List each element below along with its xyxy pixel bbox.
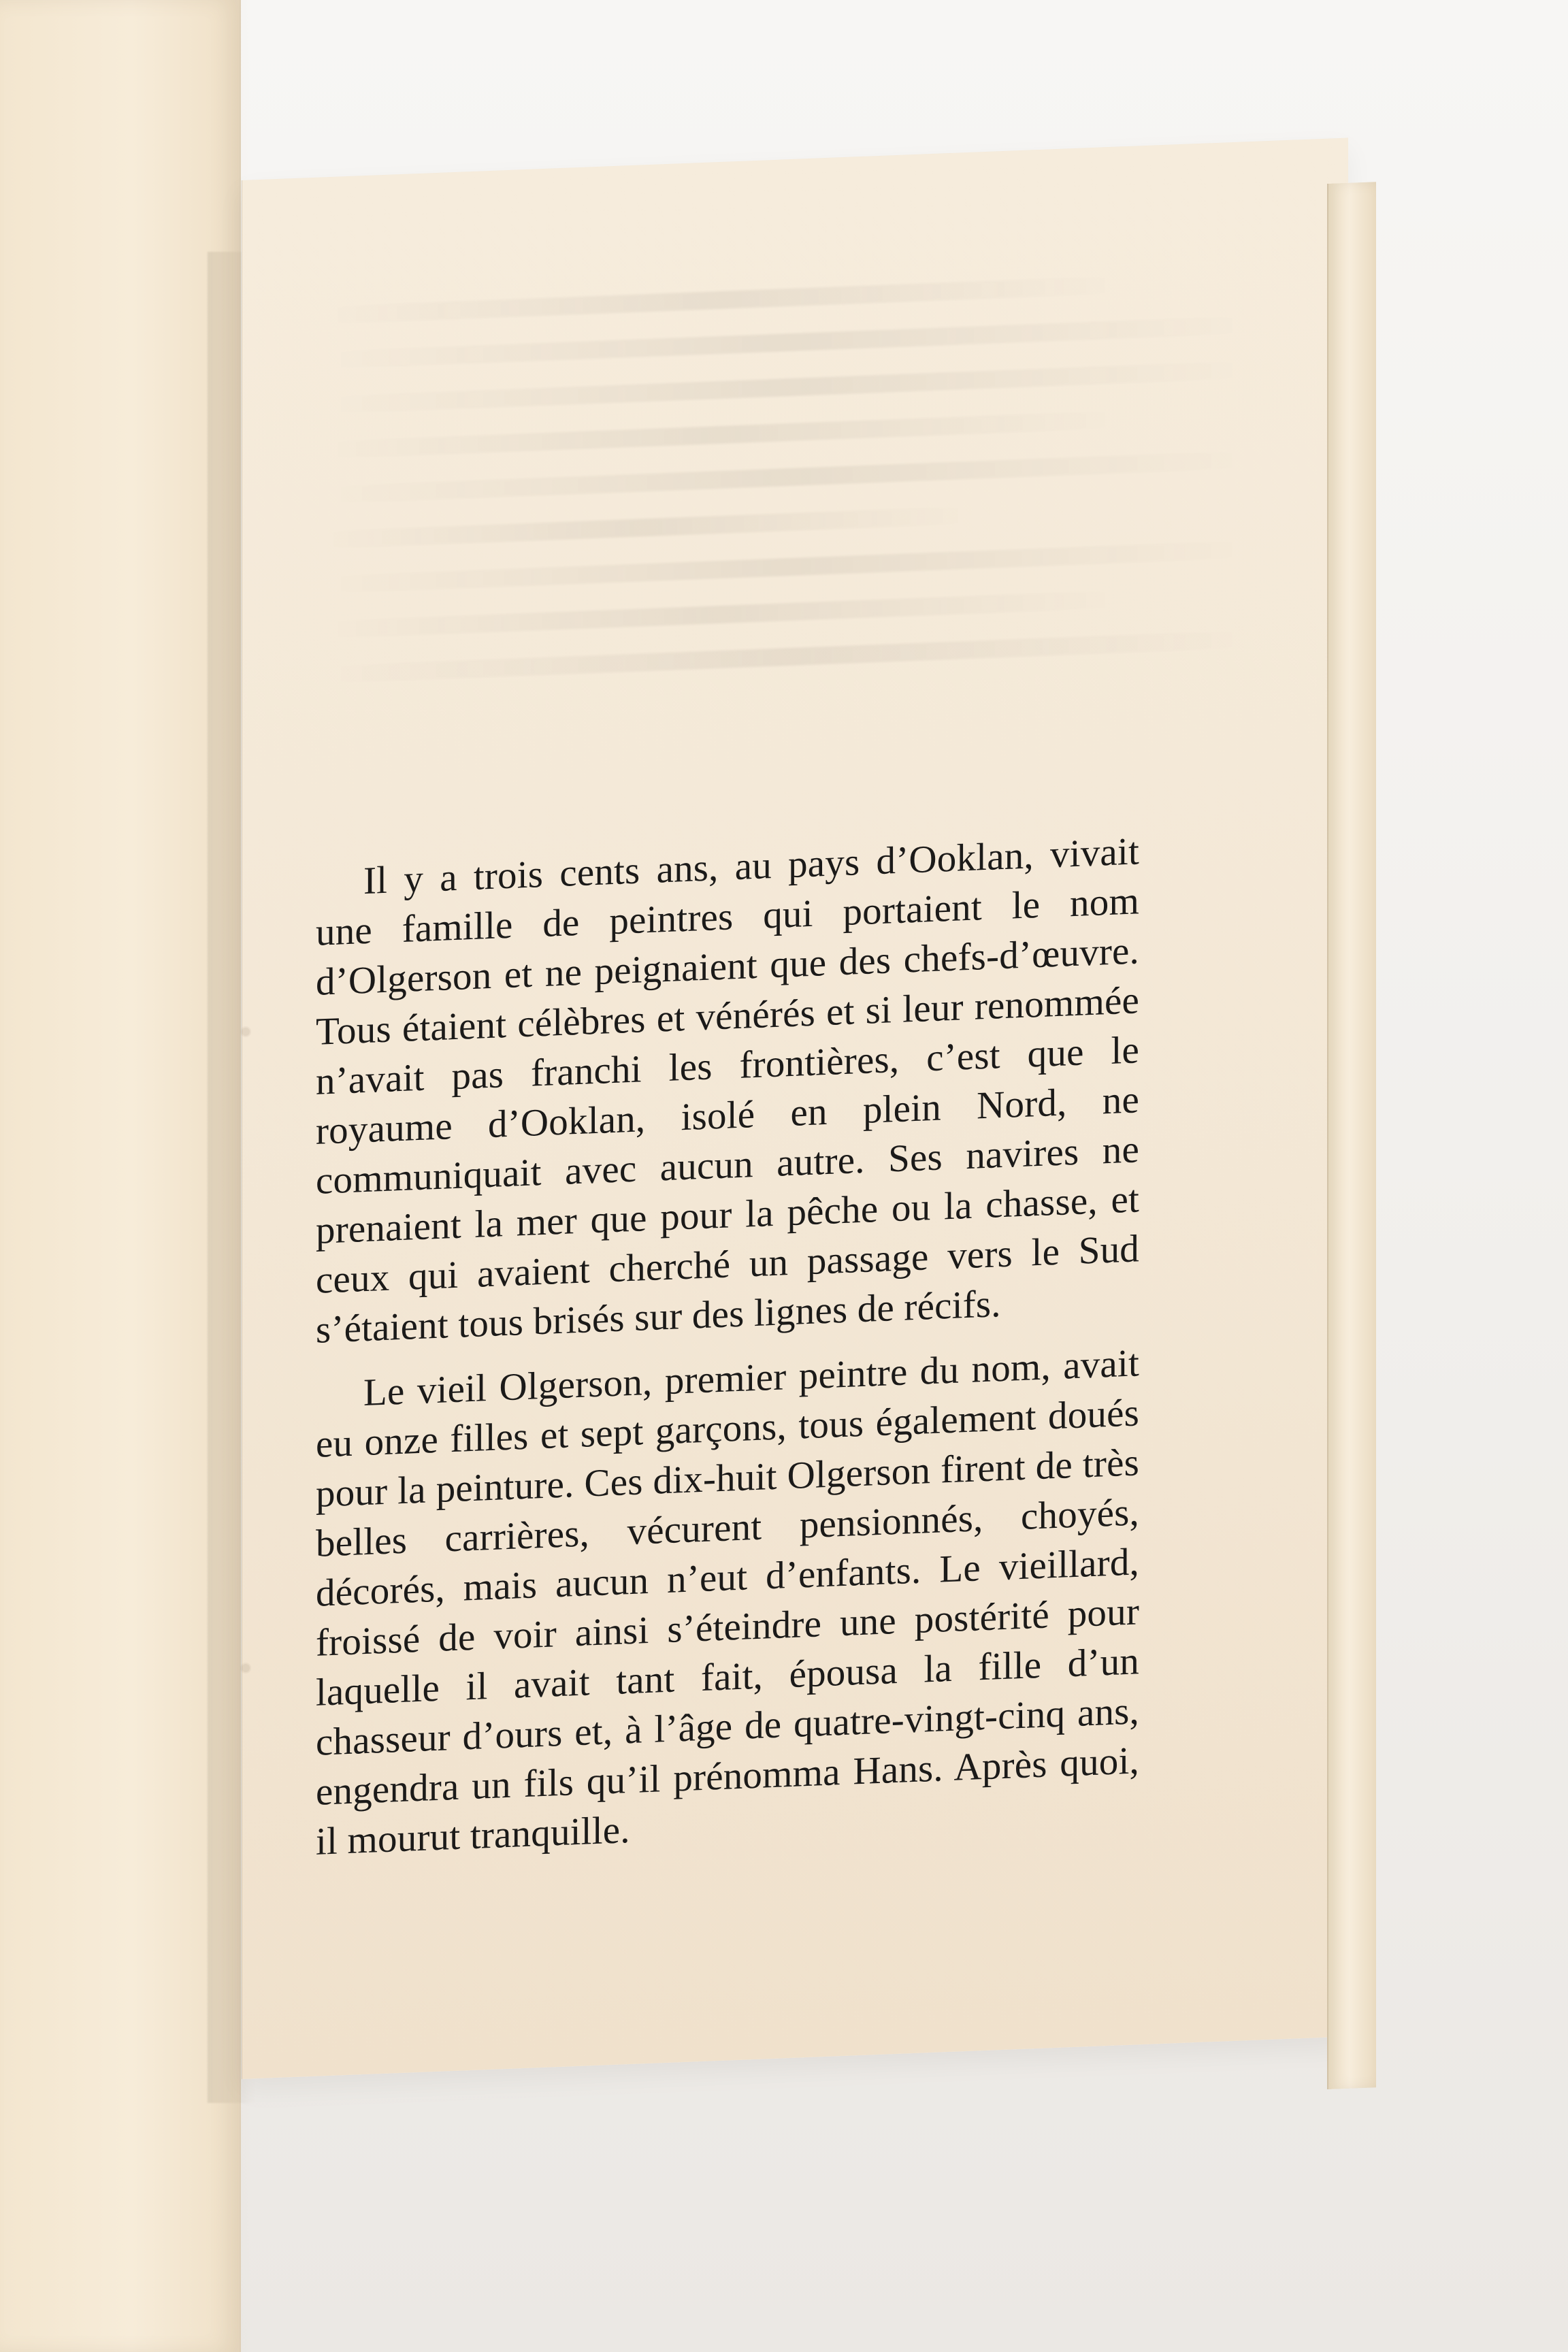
right-page [242,138,1348,2079]
paper-blemish [242,1028,250,1036]
main-text [316,826,1139,1881]
show-through-line [317,316,1256,370]
show-through-line [317,630,1256,684]
show-through-line [317,590,1125,639]
show-through-line [317,451,1256,504]
page-stack [1327,182,1376,2089]
show-through-line [317,540,1256,594]
paragraph-1: Il y a trois cents ans, au pays d’Ooklan, vivait une famille de peintres qui portaient le nom d’Olgerson et ne peignaient que des chefs-d’œuvre. Tous étaient célèbres et vénérés et si leur renommée n’avait pas franchi les frontières, c’est que le royaume d’Ooklan, isolé en plein Nord, ne communiquait avec aucun autre. Ses navires ne prenaient la mer que pour la pêche ou la chasse, et ceux qui avaient cherché un passage vers le Sud s’étaient tous brisés sur des lignes de récifs. [316,830,1139,1352]
show-through-line [317,410,1125,459]
show-through-text [317,271,1256,770]
show-through-line [317,361,1256,414]
paper-blemish [242,1664,250,1672]
show-through-line [317,506,975,549]
show-through-line [317,276,1125,325]
paragraph-2: Le vieil Olgerson, premier peintre du nom, avait eu onze filles et sept garçons, tous également doués pour la peinture. Ces dix-huit Olgerson firent de très belles carrières, vécurent pensionnés, choyés, décorés, mais aucun n’eut d’enfants. Le vieillard, froissé de voir ainsi s’éteindre une postérité pour laquelle il avait tant fait, épousa la fille d’un chasseur d’ours et, à l’âge de quatre-vingt-cinq ans, engendra un fils qu’il prénomma Hans. Après quoi, il mourut tranquille. [316,1341,1139,1863]
left-page [0,0,241,2352]
